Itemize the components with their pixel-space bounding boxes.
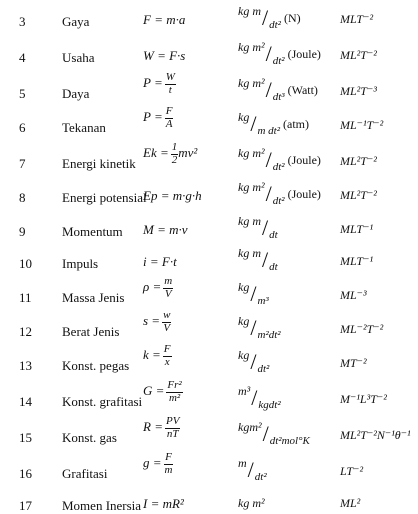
formula-lhs: P =: [143, 75, 163, 91]
table-row: [0, 478, 418, 512]
formula: [143, 276, 173, 300]
dimension: M⁻¹L³T⁻²: [340, 392, 387, 406]
table-row: [0, 270, 418, 307]
formula-fraction: [165, 106, 174, 130]
quantity-name: Energi potensial: [62, 190, 147, 205]
formula-numerator: Fr²: [167, 379, 182, 391]
formula-numerator: m: [164, 275, 173, 287]
unit-slash: /: [265, 77, 272, 102]
unit: [238, 244, 278, 273]
quantity-name: Konst. pegas: [62, 358, 130, 373]
row-number: 13: [19, 358, 32, 373]
unit-slash: /: [262, 5, 269, 30]
row-number: 14: [19, 394, 32, 409]
formula-numerator: PV: [165, 415, 180, 427]
dimension: ML²T⁻²: [340, 48, 377, 62]
unit-numerator: kg: [238, 314, 250, 328]
unit-slash: /: [250, 281, 257, 306]
dimension: ML²T⁻³: [340, 84, 377, 98]
unit-slash: /: [262, 215, 269, 240]
row-number: 12: [19, 324, 32, 339]
formula-lhs: R =: [143, 419, 163, 435]
unit-name: (Joule): [287, 153, 321, 167]
quantity-name: Gaya: [62, 14, 90, 29]
unit-denominator: dt²: [272, 195, 285, 207]
unit-denominator: kgdt²: [258, 399, 281, 411]
formula-numerator: F: [163, 343, 171, 355]
formula-lhs: s =: [143, 313, 161, 329]
unit-numerator: kg m: [238, 246, 261, 260]
dimension: ML²: [340, 496, 361, 510]
row-number: 7: [19, 156, 26, 171]
unit-denominator: dt²: [269, 19, 281, 31]
formula-rhs: mv²: [178, 145, 198, 161]
formula-denominator: x: [164, 355, 170, 368]
unit: [238, 278, 269, 307]
unit-name: (Watt): [287, 83, 318, 97]
unit-slash: /: [250, 315, 257, 340]
table-row: [0, 0, 418, 31]
unit: kg m²: [238, 496, 265, 510]
table-row: [0, 374, 418, 411]
formula: [143, 452, 173, 476]
unit: [238, 346, 270, 375]
unit: [238, 418, 310, 447]
formula-denominator: V: [164, 287, 172, 300]
formula: [143, 380, 183, 404]
dimension: ML⁻²T⁻²: [340, 322, 384, 336]
unit-numerator: kg m²: [238, 40, 265, 54]
formula-denominator: m²: [168, 391, 181, 404]
dimension: MLT⁻¹: [340, 254, 374, 268]
unit-slash: /: [250, 111, 257, 136]
unit-numerator: kg m: [238, 214, 261, 228]
row-number: 11: [19, 290, 32, 305]
formula-denominator: nT: [166, 427, 179, 440]
formula-fraction: [166, 380, 182, 404]
quantity-name: Konst. gas: [62, 430, 117, 445]
unit-denominator: m³: [257, 295, 269, 307]
table-row: [0, 66, 418, 103]
unit-denominator: dt: [269, 229, 278, 241]
formula-numerator: 1: [171, 141, 178, 153]
table-row: [0, 30, 418, 67]
formula: [143, 142, 197, 166]
unit-slash: /: [247, 457, 254, 482]
formula-fraction: [162, 310, 171, 334]
unit-numerator: kg m²: [238, 180, 265, 194]
unit-denominator: dt²: [272, 161, 285, 173]
quantity-name: Momen Inersia: [62, 498, 142, 513]
unit: [238, 312, 281, 341]
formula-denominator: A: [165, 117, 173, 130]
dimension: ML²T⁻²: [340, 188, 377, 202]
row-number: 8: [19, 190, 26, 205]
dimension: LT⁻²: [340, 464, 364, 478]
formula: [143, 106, 173, 130]
unit-numerator: m: [238, 456, 247, 470]
row-number: 5: [19, 86, 26, 101]
quantity-name: Massa Jenis: [62, 290, 125, 305]
unit: [238, 74, 318, 103]
quantity-name: Daya: [62, 86, 90, 101]
formula-fraction: [165, 416, 180, 440]
unit-numerator: kg m: [238, 4, 261, 18]
dimension: MLT⁻²: [340, 12, 374, 26]
formula-lhs: ρ =: [143, 279, 162, 295]
unit-denominator: m²dt²: [257, 329, 281, 341]
unit: [238, 178, 321, 207]
formula: [143, 416, 180, 440]
unit-slash: /: [265, 147, 272, 172]
formula: [143, 72, 176, 96]
formula-numerator: w: [163, 309, 171, 321]
formula-lhs: Ek =: [143, 145, 169, 161]
unit-slash: /: [250, 349, 257, 374]
formula-denominator: t: [168, 83, 172, 96]
unit-numerator: kg m²: [238, 146, 265, 160]
quantity-name: Usaha: [62, 50, 95, 65]
row-number: 9: [19, 224, 26, 239]
unit-denominator: dt²: [272, 55, 285, 67]
unit-name: (N): [283, 11, 301, 25]
unit-name: (Joule): [287, 187, 321, 201]
table-row: [0, 446, 418, 483]
unit-slash: /: [265, 41, 272, 66]
quantity-name: Impuls: [62, 256, 99, 271]
table-row: [0, 100, 418, 137]
table-row: [0, 170, 418, 207]
row-number: 16: [19, 466, 32, 481]
unit: [238, 108, 310, 137]
formula-denominator: 2: [171, 153, 178, 166]
dimension: ML²T⁻²: [340, 154, 377, 168]
formula-lhs: g =: [143, 455, 162, 471]
quantity-name: Konst. grafitasi: [62, 394, 143, 409]
formula: M = m·v: [143, 222, 188, 237]
unit-slash: /: [265, 181, 272, 206]
unit: [238, 38, 321, 67]
formula: Ep = m·g·h: [143, 188, 202, 203]
formula-denominator: V: [163, 321, 171, 334]
unit-numerator: kg: [238, 110, 250, 124]
unit-denominator: dt²: [257, 363, 270, 375]
table-row: [0, 236, 418, 273]
quantity-name: Grafitasi: [62, 466, 108, 481]
unit-denominator: dt³: [272, 91, 285, 103]
formula-numerator: F: [165, 451, 172, 463]
row-number: 4: [19, 50, 26, 65]
row-number: 17: [19, 498, 32, 513]
unit-slash: /: [262, 421, 269, 446]
table-row: [0, 410, 418, 447]
row-number: 15: [19, 430, 32, 445]
formula-fraction: [163, 344, 172, 368]
dimension: ML⁻¹T⁻²: [340, 118, 384, 132]
unit-denominator: m dt²: [257, 125, 281, 137]
unit-denominator: dt²: [254, 471, 267, 483]
formula: [143, 310, 171, 334]
unit: [238, 144, 321, 173]
formula-numerator: F: [165, 105, 173, 117]
formula-numerator: W: [165, 71, 175, 83]
quantity-name: Energi kinetik: [62, 156, 136, 171]
table-row: [0, 304, 418, 341]
table-row: [0, 204, 418, 241]
unit-slash: /: [262, 247, 269, 272]
table-row: [0, 338, 418, 375]
formula-denominator: m: [164, 463, 173, 476]
formula-lhs: P =: [143, 109, 163, 125]
unit-slash: /: [251, 385, 258, 410]
quantity-name: Tekanan: [62, 120, 106, 135]
formula: W = F·s: [143, 48, 186, 63]
dimension: ML⁻³: [340, 288, 367, 302]
unit-name: (atm): [283, 117, 310, 131]
formula-fraction: [164, 452, 174, 476]
dimension: ML²T⁻²N⁻¹θ⁻¹: [340, 428, 411, 442]
dimension: MLT⁻¹: [340, 222, 374, 236]
quantity-name: Berat Jenis: [62, 324, 120, 339]
row-number: 10: [19, 256, 32, 271]
quantity-name: Momentum: [62, 224, 123, 239]
unit-name: (Joule): [287, 47, 321, 61]
unit: [238, 382, 281, 411]
unit: [238, 454, 267, 483]
unit: [238, 212, 278, 241]
row-number: 6: [19, 120, 26, 135]
formula-lhs: k =: [143, 347, 161, 363]
formula-fraction: [163, 276, 173, 300]
formula: F = m·a: [143, 12, 186, 27]
unit-numerator: kg: [238, 348, 250, 362]
formula-fraction: [165, 72, 176, 96]
row-number: 3: [19, 14, 26, 29]
unit-numerator: kg: [238, 280, 250, 294]
formula: I = mR²: [143, 496, 184, 511]
unit-denominator: dt: [269, 261, 278, 273]
unit-denominator: dt²mol°K: [269, 435, 310, 447]
formula: i = F·t: [143, 254, 177, 269]
table-row: [0, 136, 418, 173]
formula-lhs: G =: [143, 383, 165, 399]
dimension: MT⁻²: [340, 356, 367, 370]
unit-numerator: kgm²: [238, 420, 262, 434]
unit-numerator: kg m²: [238, 76, 265, 90]
unit-numerator: m³: [238, 384, 251, 398]
unit: [238, 2, 301, 31]
formula: [143, 344, 172, 368]
